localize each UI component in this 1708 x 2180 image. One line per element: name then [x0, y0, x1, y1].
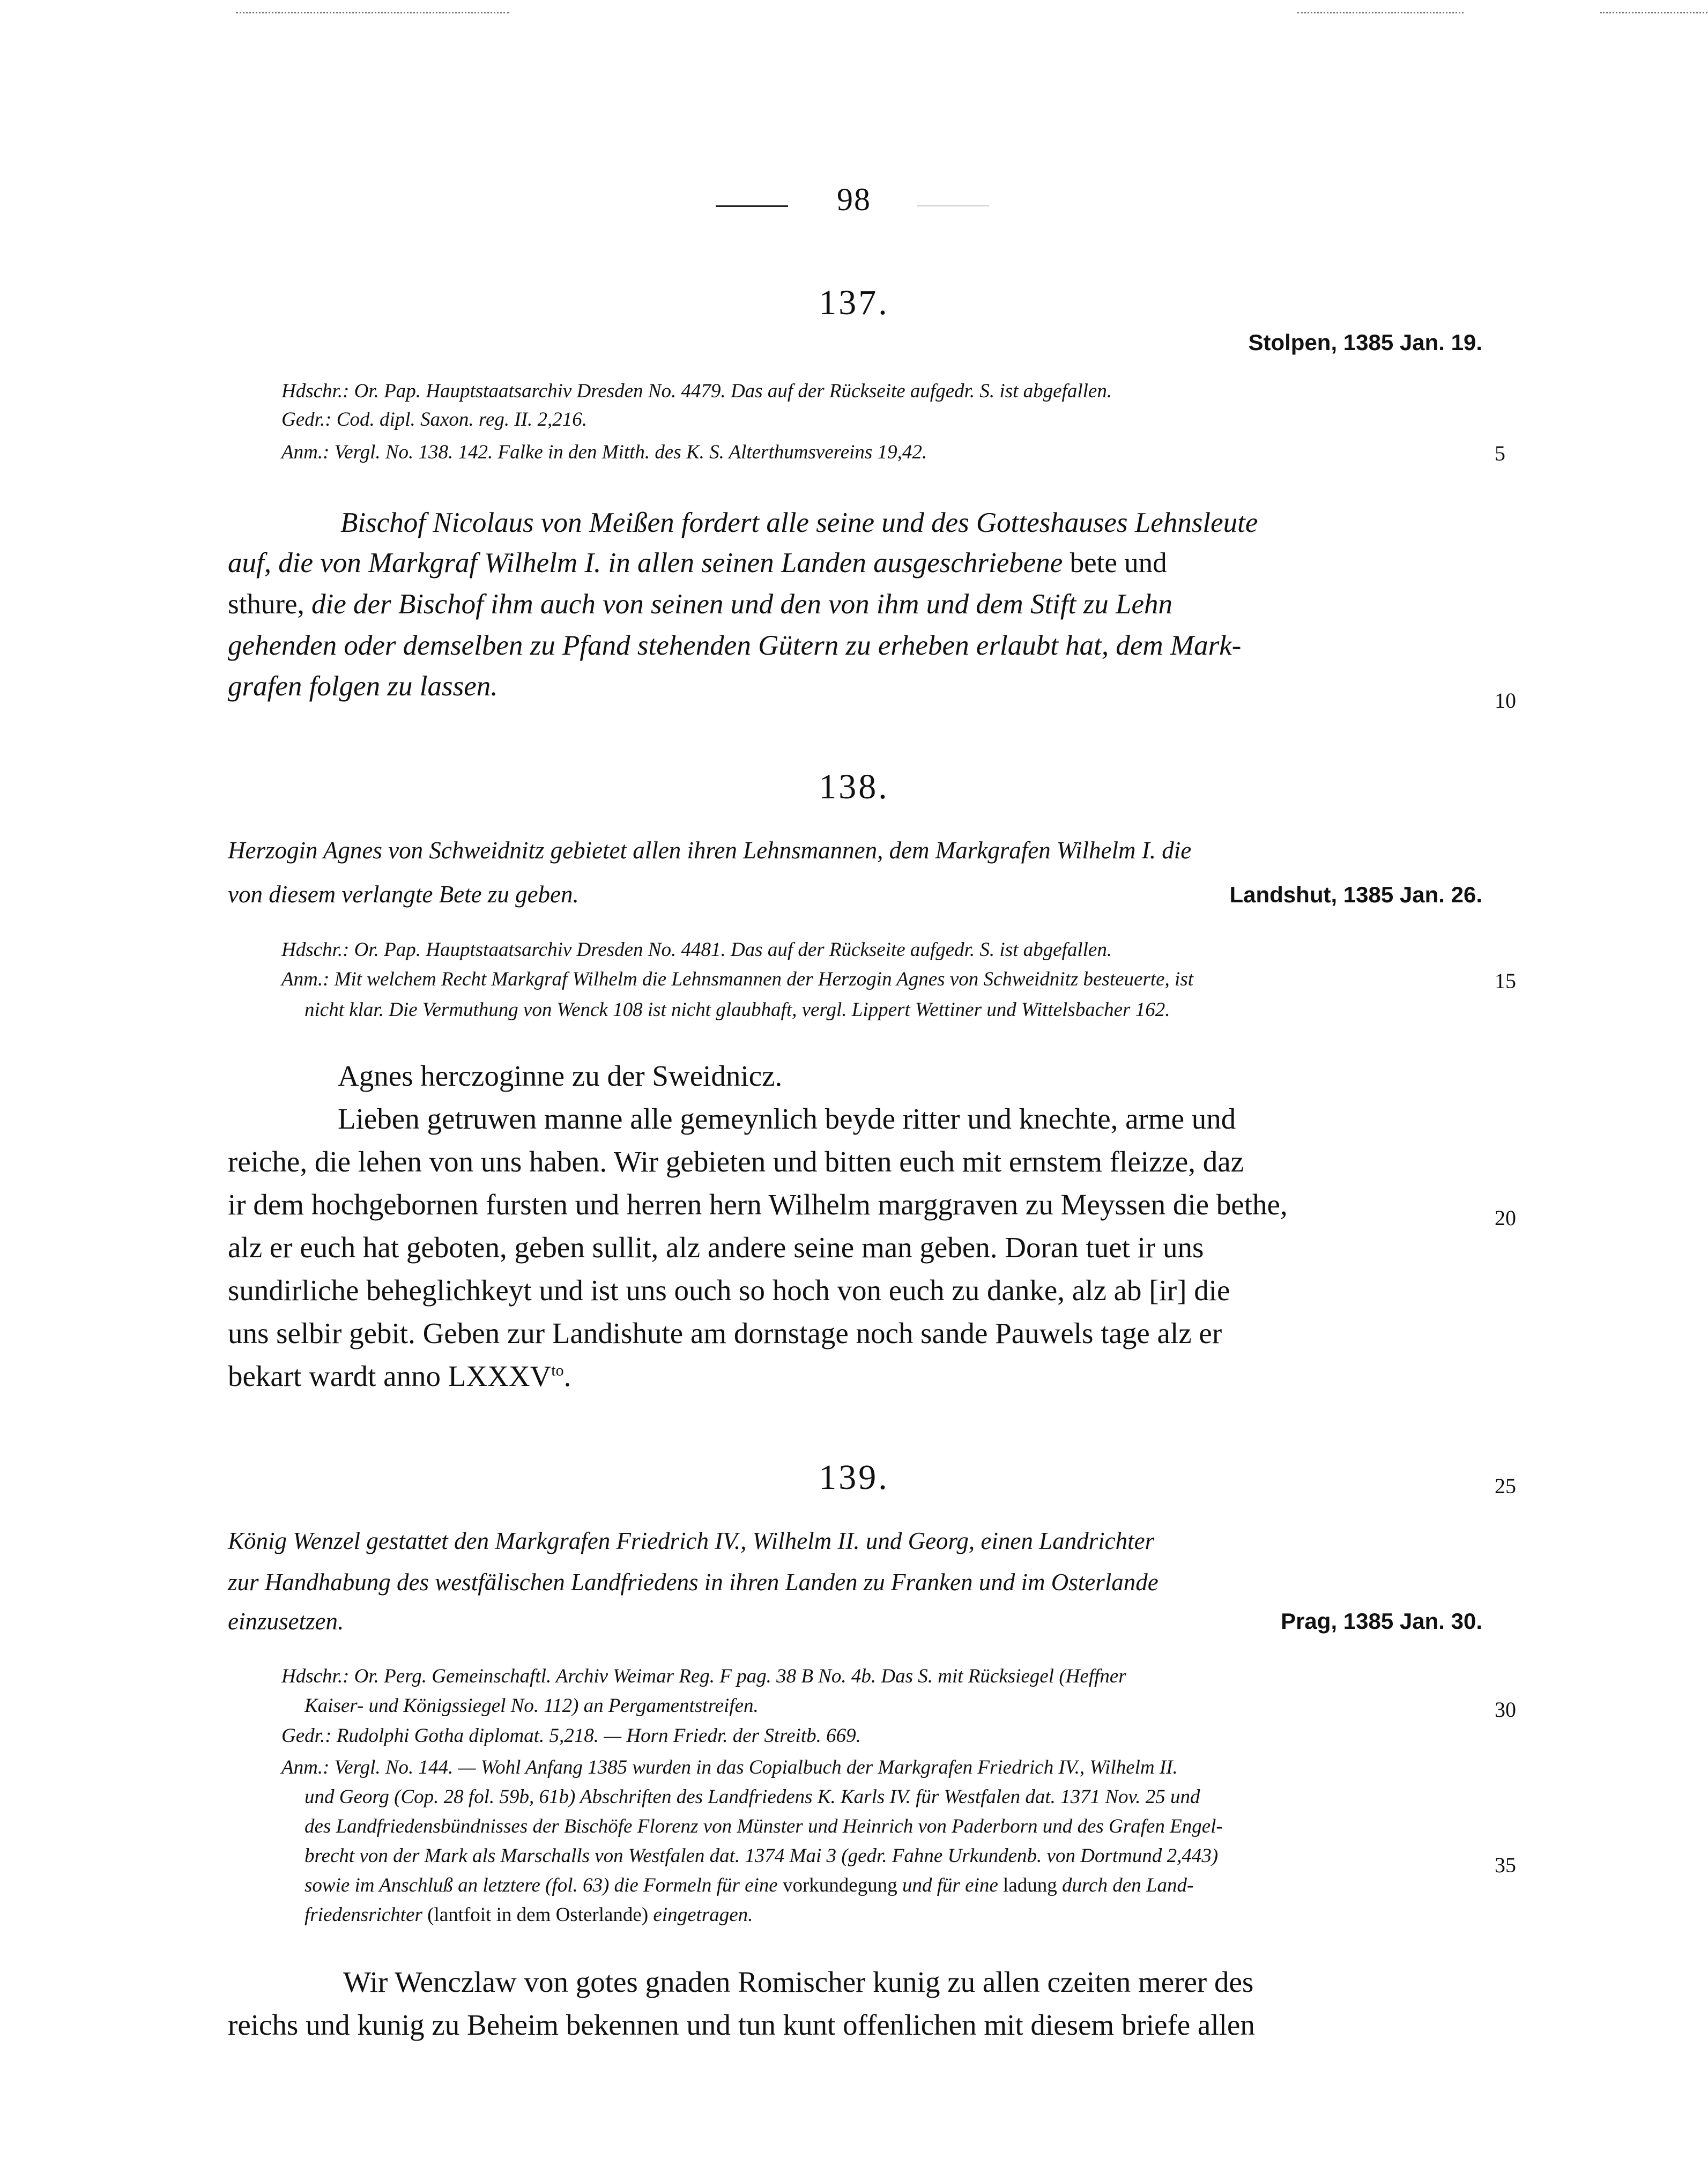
text-line: Lieben getruwen manne alle gemeynlich beyde ritter und knechte, arme und — [338, 1102, 1236, 1135]
source-note: Gedr.: Cod. dipl. Saxon. reg. II. 2,216. — [281, 409, 588, 431]
quoted-term: ladung — [1003, 1874, 1057, 1896]
text-line: uns selbir gebit. Geben zur Landishute am dornstage noch sande Pauwels tage alz er — [228, 1317, 1222, 1349]
quoted-term: vorkundegung — [782, 1874, 897, 1896]
margin-line-number: 25 — [1495, 1474, 1516, 1498]
place-date: Prag, 1385 Jan. 30. — [1281, 1608, 1482, 1634]
summary-line: König Wenzel gestattet den Markgrafen Friedrich IV., Wilhelm II. und Georg, einen Landrichter — [228, 1528, 1155, 1554]
source-note: und Georg (Cop. 28 fol. 59b, 61b) Abschriften des Landfriedens K. Karls IV. für Westfalen dat. 1371 Nov. 25 und — [305, 1786, 1200, 1808]
source-note: Gedr.: Rudolphi Gotha diplomat. 5,218. — Horn Friedr. der Streitb. 669. — [281, 1725, 861, 1747]
text-line: alz er euch hat geboten, geben sullit, alz andere seine man geben. Doran tuet ir uns — [228, 1231, 1204, 1264]
source-note: nicht klar. Die Vermuthung von Wenck 108 ist nicht glaubhaft, vergl. Lippert Wettiner und Wittelsbacher 162. — [305, 999, 1170, 1021]
summary-line: einzusetzen. — [228, 1608, 344, 1635]
source-note: Anm.: Mit welchem Recht Markgraf Wilhelm die Lehnsmannen der Herzogin Agnes von Schweidnitz besteuerte, ist — [281, 968, 1194, 990]
margin-line-number: 5 — [1495, 441, 1505, 465]
source-note: Hdschr.: Or. Pap. Hauptstaatsarchiv Dresden No. 4479. Das auf der Rückseite aufgedr. S. ist abgefallen. — [281, 380, 1112, 402]
text-line: reichs und kunig zu Beheim bekennen und tun kunt offenlichen mit diesem briefe allen — [228, 2008, 1255, 2041]
text-line — [228, 1359, 571, 1393]
superscript: to — [551, 1361, 564, 1380]
summary-line: grafen folgen zu lassen. — [228, 671, 498, 702]
text-line: ir dem hochgebornen fursten und herren hern Wilhelm marggraven zu Meyssen die bethe, — [228, 1188, 1288, 1221]
note-segment: sowie im Anschluß an letztere (fol. 63) die Formeln für eine — [305, 1874, 778, 1896]
note-segment: durch den Land- — [1062, 1874, 1194, 1896]
summary-line: gehenden oder demselben zu Pfand stehenden Gütern zu erheben erlaubt hat, dem Mark- — [228, 630, 1242, 661]
summary-line — [228, 547, 1167, 579]
source-note: Anm.: Vergl. No. 138. 142. Falke in den Mitth. des K. S. Alterthumsvereins 19,42. — [281, 441, 927, 463]
scan-edge-artifact — [236, 12, 509, 13]
text-line: sundirliche beheglichkeyt und ist uns ouch so hoch von euch zu danke, alz ab [ir] die — [228, 1274, 1230, 1307]
document-number: 139. — [819, 1458, 889, 1497]
source-note: brecht von der Mark als Marschalls von Westfalen dat. 1374 Mai 3 (gedr. Fahne Urkundenb. von Dortmund 2,443) — [305, 1845, 1219, 1867]
summary-line: von diesem verlangte Bete zu geben. — [228, 881, 579, 908]
summary-line: Bischof Nicolaus von Meißen fordert alle seine und des Gotteshauses Lehnsleute — [340, 507, 1258, 538]
margin-line-number: 20 — [1495, 1206, 1516, 1230]
text-segment: bekart wardt anno LXXXV — [228, 1360, 552, 1392]
scan-edge-artifact — [1600, 12, 1707, 13]
place-date: Landshut, 1385 Jan. 26. — [1229, 882, 1482, 907]
quoted-term: bete und — [1070, 547, 1167, 579]
document-number: 137. — [819, 283, 889, 322]
summary-line — [228, 588, 1172, 620]
margin-line-number: 15 — [1495, 969, 1516, 993]
summary-line: Herzogin Agnes von Schweidnitz gebietet allen ihren Lehnsmannen, dem Markgrafen Wilhelm I. die — [228, 837, 1192, 864]
note-segment: friedensrichter — [305, 1904, 422, 1926]
text-line: Agnes herczoginne zu der Sweidnicz. — [338, 1059, 783, 1092]
source-note — [305, 1874, 1193, 1897]
quoted-term: sthure, — [228, 589, 305, 620]
text-line: Wir Wenczlaw von gotes gnaden Romischer kunig zu allen czeiten merer des — [343, 1966, 1254, 1998]
place-date: Stolpen, 1385 Jan. 19. — [1248, 330, 1482, 355]
page-number: 98 — [837, 182, 871, 217]
scan-edge-artifact — [1297, 12, 1464, 13]
margin-line-number: 30 — [1495, 1697, 1516, 1722]
margin-line-number: 35 — [1495, 1853, 1516, 1877]
note-segment: eingetragen. — [653, 1904, 753, 1926]
note-segment: und für eine — [902, 1874, 998, 1896]
margin-line-number: 10 — [1495, 688, 1516, 713]
summary-segment: auf, die von Markgraf Wilhelm I. in allen seinen Landen ausgeschriebene — [228, 547, 1063, 579]
source-note: Kaiser- und Königssiegel No. 112) an Pergamentstreifen. — [305, 1695, 759, 1717]
source-note: des Landfriedensbündnisses der Bischöfe Florenz von Münster und Heinrich von Paderborn und des Grafen Engel- — [305, 1815, 1223, 1837]
source-note: Anm.: Vergl. No. 144. — Wohl Anfang 1385 wurden in das Copialbuch der Markgrafen Friedrich IV., Wilhelm II. — [281, 1756, 1178, 1778]
source-note — [305, 1903, 753, 1926]
text-segment: . — [563, 1360, 571, 1392]
quoted-term: (lantfoit in dem Osterlande) — [427, 1904, 649, 1926]
summary-line: zur Handhabung des westfälischen Landfriedens in ihren Landen zu Franken und im Osterlande — [228, 1569, 1159, 1596]
document-number: 138. — [819, 767, 889, 806]
source-note: Hdschr.: Or. Pap. Hauptstaatsarchiv Dresden No. 4481. Das auf der Rückseite aufgedr. S. ist abgefallen. — [281, 939, 1112, 961]
summary-segment: die der Bischof ihm auch von seinen und den von ihm und dem Stift zu Lehn — [311, 589, 1172, 620]
source-note: Hdschr.: Or. Perg. Gemeinschaftl. Archiv Weimar Reg. F pag. 38 B No. 4b. Das S. mit Rücksiegel (Heffner — [281, 1665, 1126, 1687]
text-line: reiche, die lehen von uns haben. Wir gebieten und bitten euch mit ernstem fleizze, daz — [228, 1145, 1244, 1178]
